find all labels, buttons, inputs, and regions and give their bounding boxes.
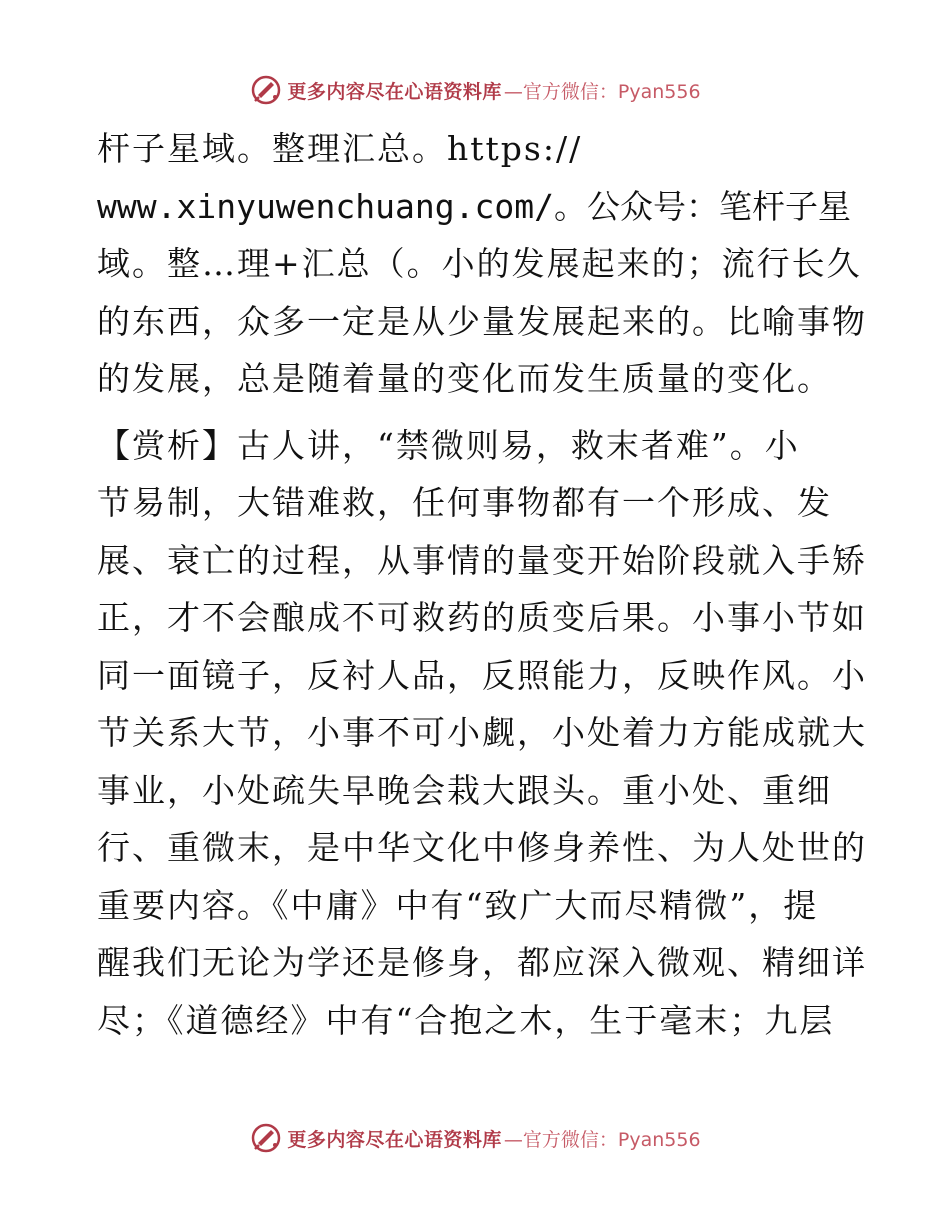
text-line: 行、重微末，是中华文化中修身养性、为人处世的 bbox=[97, 828, 867, 867]
banner-title: 更多内容尽在心语资料库 bbox=[287, 1128, 502, 1151]
paragraph-gap bbox=[97, 408, 857, 417]
pen-logo-icon bbox=[249, 1121, 283, 1155]
header-banner bbox=[0, 70, 950, 110]
text-line: 尽；《道德经》中有“合抱之木，生于毫末；九层 bbox=[97, 1000, 835, 1040]
footer-banner bbox=[0, 1118, 950, 1158]
text-line: 事业，小处疏失早晚会栽大跟头。重小处、重细 bbox=[97, 770, 832, 810]
text-line: 醒我们无论为学还是修身，都应深入微观、精细详 bbox=[97, 943, 867, 982]
document-body bbox=[97, 120, 867, 1049]
text-line: 的东西，众多一定是从少量发展起来的。比喻事物 bbox=[97, 301, 867, 341]
text-line: 的发展，总是随着量的变化而发生质量的变化。 bbox=[97, 359, 832, 398]
text-line: 【赏析】古人讲，“禁微则易，救末者难”。小 bbox=[97, 425, 800, 465]
text-line: 展、衰亡的过程，从事情的量变开始阶段就入手矫 bbox=[97, 540, 867, 580]
banner-wechat: —官方微信：Pyan556 bbox=[503, 80, 701, 103]
banner-title: 更多内容尽在心语资料库 bbox=[287, 80, 502, 103]
text-line: 同一面镜子，反衬人品，反照能力，反映作风。小 bbox=[97, 655, 867, 695]
pen-logo-icon bbox=[249, 73, 283, 107]
text-line: 杆子星域。整理汇总。https:// bbox=[97, 129, 583, 168]
text-line: 节关系大节，小事不可小觑，小处着力方能成就大 bbox=[97, 713, 867, 752]
text-line: 正，才不会酿成不可救药的质变后果。小事小节如 bbox=[97, 598, 867, 637]
text-line: 重要内容。《中庸》中有“致广大而尽精微”，提 bbox=[97, 885, 819, 925]
banner-wechat: —官方微信：Pyan556 bbox=[503, 1128, 701, 1151]
text-line: www.xinyuwenchuang.com/。公众号：笔杆子星 bbox=[97, 186, 851, 226]
text-line: 域。整…理+汇总（。小的发展起来的；流行长久 bbox=[97, 244, 862, 283]
text-line: 节易制，大错难救，任何事物都有一个形成、发 bbox=[97, 483, 832, 522]
